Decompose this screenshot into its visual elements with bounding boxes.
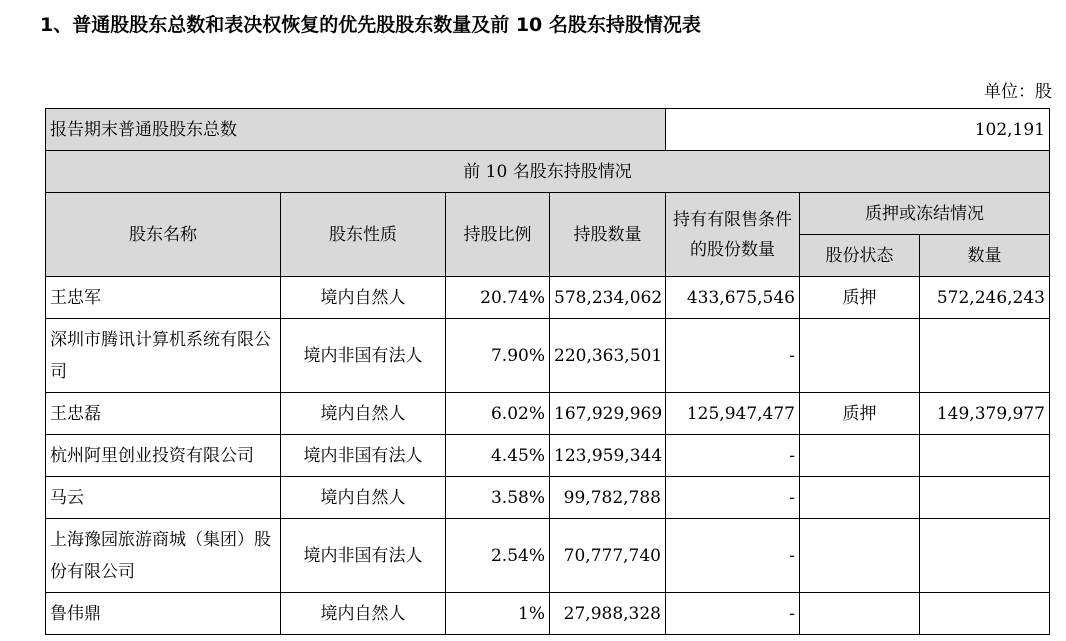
shareholder-name: 王忠军 [46,277,281,319]
shareholder-nature: 境内自然人 [281,277,446,319]
restricted-quantity: - [666,319,800,393]
pledged-quantity [920,435,1050,477]
table-row [46,477,1050,519]
holding-ratio: 7.90% [446,319,550,393]
header-name: 股东名称 [46,193,281,277]
summary-value: 102,191 [666,109,1050,151]
restricted-quantity: - [666,435,800,477]
shareholder-table [45,108,1050,635]
unit-label: 单位：股 [984,82,1052,102]
pledge-status [800,593,920,635]
pledged-quantity [920,319,1050,393]
header-pledge-qty: 数量 [920,235,1050,277]
pledged-quantity [920,519,1050,593]
holding-quantity: 99,782,788 [550,477,666,519]
table-row [46,593,1050,635]
holding-ratio: 20.74% [446,277,550,319]
table-title: 1、普通股股东总数和表决权恢复的优先股股东数量及前 10 名股东持股情况表 [40,14,701,36]
header-nature: 股东性质 [281,193,446,277]
holding-ratio: 4.45% [446,435,550,477]
shareholder-nature: 境内自然人 [281,477,446,519]
restricted-quantity: 125,947,477 [666,393,800,435]
restricted-quantity: - [666,477,800,519]
table-row [46,393,1050,435]
restricted-quantity: 433,675,546 [666,277,800,319]
pledge-status [800,519,920,593]
table-row [46,277,1050,319]
holding-ratio: 3.58% [446,477,550,519]
pledged-quantity [920,593,1050,635]
pledge-status: 质押 [800,393,920,435]
holding-quantity: 70,777,740 [550,519,666,593]
pledge-status [800,319,920,393]
pledged-quantity [920,477,1050,519]
pledge-status [800,477,920,519]
restricted-quantity: - [666,519,800,593]
holding-ratio: 6.02% [446,393,550,435]
shareholder-name: 鲁伟鼎 [46,593,281,635]
shareholder-nature: 境内非国有法人 [281,319,446,393]
shareholder-nature: 境内自然人 [281,593,446,635]
table-row [46,319,1050,393]
holding-quantity: 27,988,328 [550,593,666,635]
holding-quantity: 578,234,062 [550,277,666,319]
pledged-quantity: 149,379,977 [920,393,1050,435]
shareholder-nature: 境内非国有法人 [281,435,446,477]
header-ratio: 持股比例 [446,193,550,277]
header-pledge-group: 质押或冻结情况 [800,193,1050,235]
restricted-quantity: - [666,593,800,635]
shareholder-name: 上海豫园旅游商城（集团）股份有限公司 [46,519,281,593]
table-row [46,519,1050,593]
holding-quantity: 167,929,969 [550,393,666,435]
header-restricted: 持有有限售条件的股份数量 [666,193,800,277]
pledged-quantity: 572,246,243 [920,277,1050,319]
header-quantity: 持股数量 [550,193,666,277]
holding-quantity: 123,959,344 [550,435,666,477]
shareholder-nature: 境内非国有法人 [281,519,446,593]
pledge-status [800,435,920,477]
shareholder-nature: 境内自然人 [281,393,446,435]
shareholder-name: 王忠磊 [46,393,281,435]
holding-ratio: 1% [446,593,550,635]
holding-quantity: 220,363,501 [550,319,666,393]
holding-ratio: 2.54% [446,519,550,593]
shareholder-name: 马云 [46,477,281,519]
shareholder-name: 深圳市腾讯计算机系统有限公司 [46,319,281,393]
summary-label: 报告期末普通股股东总数 [46,109,666,151]
section-title: 前 10 名股东持股情况 [46,151,1050,193]
shareholder-name: 杭州阿里创业投资有限公司 [46,435,281,477]
pledge-status: 质押 [800,277,920,319]
table-row [46,435,1050,477]
header-pledge-status: 股份状态 [800,235,920,277]
